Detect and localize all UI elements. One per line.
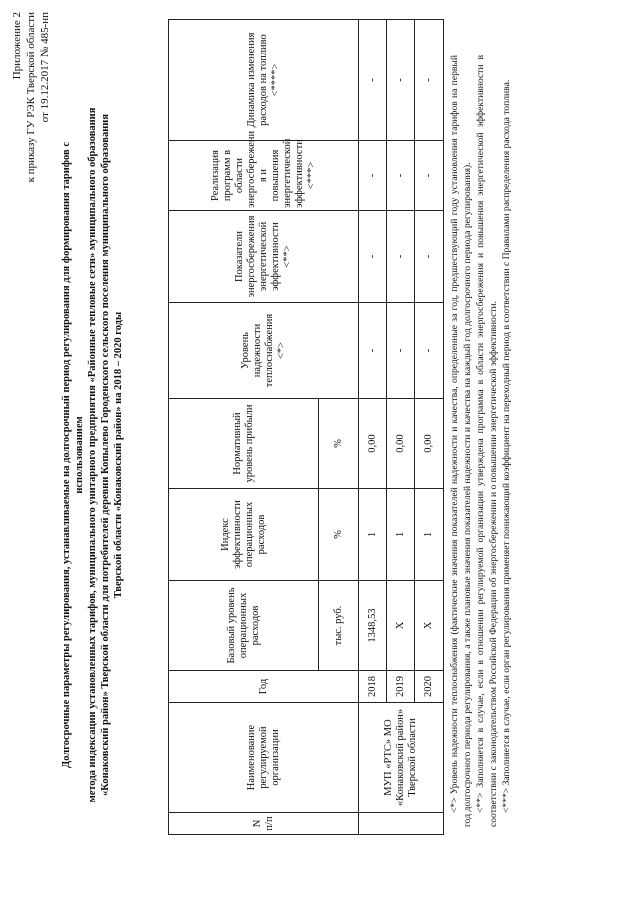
cell-fuel: - — [359, 20, 387, 141]
cell-reliability: - — [415, 303, 444, 399]
cell-base: Х — [387, 581, 415, 671]
cell-profit: 0,00 — [415, 399, 444, 489]
appendix-note — [10, 12, 52, 312]
header-org: Наименование регулируемой организации — [169, 703, 359, 813]
title-line: метода индексации установленных тарифов, муниципального унитарного предприятия «Районные тепловые сети» муниципального образования — [87, 107, 98, 803]
cell-fuel: - — [415, 20, 444, 141]
cell-n — [359, 813, 444, 835]
cell-energy: - — [359, 211, 387, 303]
cell-base: 1348,53 — [359, 581, 387, 671]
cell-org: МУП «РТС» МО «Конаковский район» Тверской области — [359, 703, 444, 813]
footnote-energy: <**> Заполняется в случае, если в отношении регулируемой организации утверждена программа в области энергосбережения и повышения энергетической эффективности в соответствии с законодательством Российской Федерации об энергосбережении и о повышении энергетической эффективности. — [475, 55, 499, 827]
cell-reliability: - — [387, 303, 415, 399]
table-row — [359, 20, 387, 835]
parameters-table — [168, 19, 444, 835]
title-line: Долгосрочные параметры регулирования, устанавливаемые на долгосрочный период регулирования для формирования тарифов с использованием — [61, 142, 85, 769]
unit-profit: % — [319, 399, 359, 489]
cell-program: - — [359, 141, 387, 211]
cell-program: - — [387, 141, 415, 211]
appendix-line: Приложение 2 — [11, 12, 23, 80]
cell-fuel: - — [387, 20, 415, 141]
title-line: Тверской области «Конаковский район» на 2018 – 2020 годы — [113, 311, 124, 599]
footnotes — [448, 55, 513, 827]
cell-index: 1 — [415, 489, 444, 581]
cell-energy: - — [415, 211, 444, 303]
appendix-line: от 19.12.2017 № 485-нп — [39, 12, 51, 123]
title-line: «Конаковский район» Тверской области для потребителей деревни Копылево Городенского сельского поселения муниципального образования — [100, 114, 111, 797]
header-base: Базовый уровень операционных расходов — [169, 581, 319, 671]
unit-base: тыс. руб. — [319, 581, 359, 671]
footnote-fuel: <***> Заполняется в случае, если орган регулирования применяет понижающий коэффициент на переходный период в соответствии с Правилами распределения расхода топлива. — [501, 79, 512, 813]
header-n: N п/п — [169, 813, 359, 835]
appendix-line: к приказу ГУ РЭК Тверской области — [25, 12, 37, 183]
unit-index: % — [319, 489, 359, 581]
header-program: Реализация программ в области энергосбережени я и повышения энергетической эффективности <***> — [169, 141, 359, 211]
header-index: Индекс эффективности операционных расходов — [169, 489, 319, 581]
cell-profit: 0,00 — [387, 399, 415, 489]
cell-base: Х — [415, 581, 444, 671]
header-profit: Нормативный уровень прибыли — [169, 399, 319, 489]
cell-program: - — [415, 141, 444, 211]
cell-year: 2020 — [415, 671, 444, 703]
header-energy: Показатели энергосбережения энергетической эффективности <**> — [169, 211, 359, 303]
cell-energy: - — [387, 211, 415, 303]
header-reliability: Уровень надежности теплоснабжения <*> — [169, 303, 359, 399]
cell-year: 2018 — [359, 671, 387, 703]
cell-profit: 0,00 — [359, 399, 387, 489]
cell-index: 1 — [387, 489, 415, 581]
footnote-reliability: <*> Уровень надежности теплоснабжения (фактические значения показателей надежности и качества, определенные за год, предшествующий году установления тарифов на первый год долгосрочного периода регулирования, а также плановые значения показателей надежности и качества на каждый год долгосрочного периода регулирования). — [449, 55, 473, 827]
cell-reliability: - — [359, 303, 387, 399]
document-title — [60, 105, 125, 805]
header-fuel: Динамика изменения расходов на топливо <****> — [169, 20, 359, 141]
cell-year: 2019 — [387, 671, 415, 703]
header-year: Год — [169, 671, 359, 703]
cell-index: 1 — [359, 489, 387, 581]
